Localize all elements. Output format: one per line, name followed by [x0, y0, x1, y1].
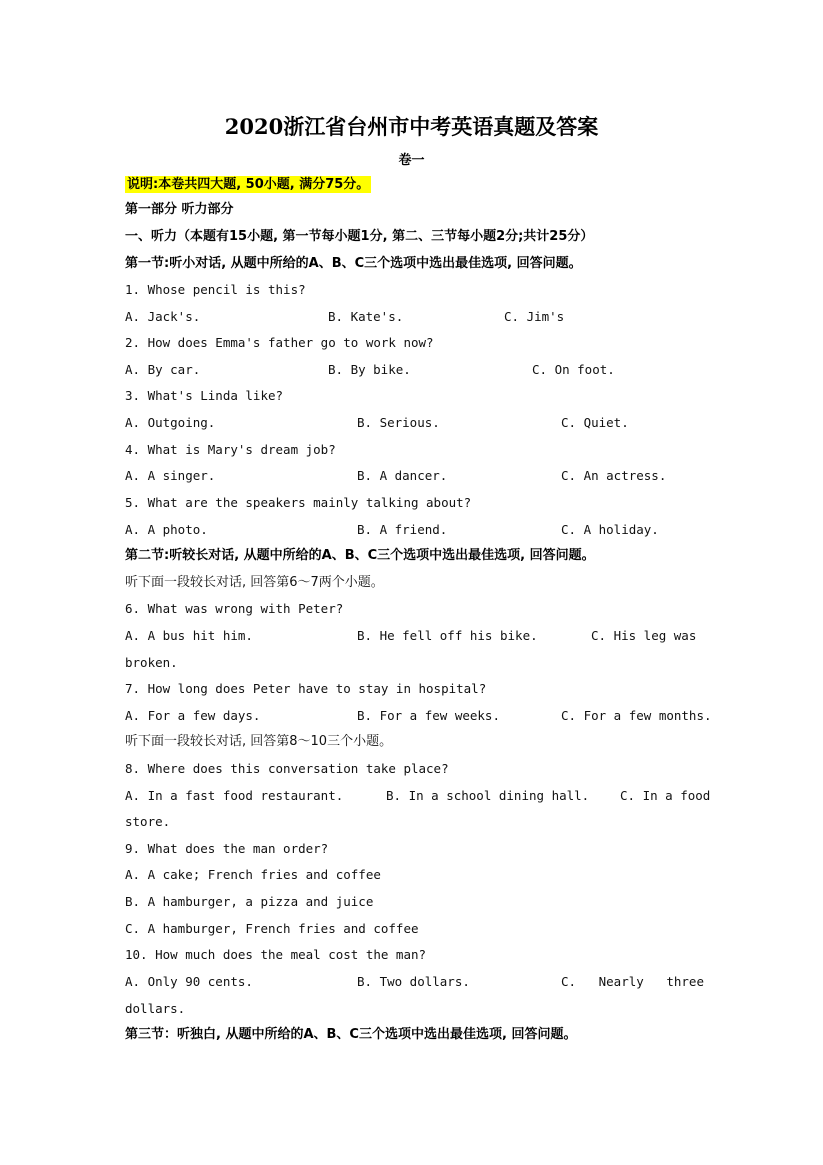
option-a: A. A bus hit him.	[125, 628, 253, 643]
option-a: A. Outgoing.	[125, 415, 216, 430]
question-7: 7. How long does Peter have to stay in hospital?	[125, 681, 487, 696]
question-8: 8. Where does this conversation take place?	[125, 761, 449, 776]
option-c: C. His leg was	[591, 628, 697, 643]
part-heading: 第一部分 听力部分	[125, 202, 234, 217]
question-10-options	[125, 971, 704, 993]
option-c: C. Jim's	[504, 309, 565, 324]
highlighted-note: 说明:本卷共四大题, 50小题, 满分75分。	[127, 177, 370, 192]
section2-heading: 第二节:听较长对话, 从题中所给的A、B、C三个选项中选出最佳选项, 回答问题。	[125, 548, 595, 563]
option-a: A. Jack's.	[125, 309, 201, 324]
question-3-options	[125, 412, 700, 434]
question-3: 3. What's Linda like?	[125, 388, 284, 403]
question-9: 9. What does the man order?	[125, 841, 329, 856]
option-a: A. Only 90 cents.	[125, 974, 253, 989]
option-a: A. A photo.	[125, 522, 208, 537]
option-b: B. By bike.	[328, 362, 411, 377]
question-2-options	[125, 359, 700, 381]
question-6-option-c-wrap: broken.	[125, 655, 178, 670]
question-8-options	[125, 785, 711, 807]
option-c: C. A holiday.	[561, 522, 659, 537]
section2-intro-1: 听下面一段较长对话, 回答第6～7两个小题。	[125, 575, 384, 590]
option-b: B. A dancer.	[357, 468, 448, 483]
question-10: 10. How much does the meal cost the man?	[125, 947, 427, 962]
question-7-options	[125, 705, 712, 727]
section2-intro-2: 听下面一段较长对话, 回答第8～10三个小题。	[125, 734, 393, 749]
question-2: 2. How does Emma's father go to work now?	[125, 335, 434, 350]
option-a: A. A singer.	[125, 468, 216, 483]
option-b: B. Two dollars.	[357, 974, 470, 989]
question-6: 6. What was wrong with Peter?	[125, 601, 344, 616]
option-c: C. On foot.	[532, 362, 615, 377]
option-b: B. He fell off his bike.	[357, 628, 538, 643]
question-10-option-c-wrap: dollars.	[125, 1001, 186, 1016]
section3-heading: 第三节：听独白, 从题中所给的A、B、C三个选项中选出最佳选项, 回答问题。	[125, 1027, 577, 1042]
question-8-option-c-wrap: store.	[125, 814, 171, 829]
option-c: C. An actress.	[561, 468, 667, 483]
question-9-option-c: C. A hamburger, French fries and coffee	[125, 921, 419, 936]
question-6-options	[125, 625, 700, 647]
option-b: B. A friend.	[357, 522, 448, 537]
option-a: A. In a fast food restaurant.	[125, 788, 344, 803]
question-4-options	[125, 465, 700, 487]
section1-heading: 第一节:听小对话, 从题中所给的A、B、C三个选项中选出最佳选项, 回答问题。	[125, 256, 582, 271]
option-c: C. For a few months.	[561, 708, 712, 723]
note-line	[125, 173, 700, 195]
option-c: C. Quiet.	[561, 415, 629, 430]
document-title: 2020浙江省台州市中考英语真题及答案	[224, 114, 599, 139]
question-4: 4. What is Mary's dream job?	[125, 442, 336, 457]
section-heading: 一、听力（本题有15小题, 第一节每小题1分, 第二、三节每小题2分;共计25分）	[125, 229, 594, 244]
question-5-options	[125, 519, 700, 541]
option-b: B. Serious.	[357, 415, 440, 430]
question-9-option-a: A. A cake; French fries and coffee	[125, 867, 381, 882]
option-c: C. Nearly three	[561, 974, 704, 989]
option-a: A. For a few days.	[125, 708, 261, 723]
question-1-options	[125, 306, 700, 328]
option-b: B. In a school dining hall.	[386, 788, 590, 803]
option-b: B. For a few weeks.	[357, 708, 500, 723]
question-9-option-b: B. A hamburger, a pizza and juice	[125, 894, 374, 909]
option-a: A. By car.	[125, 362, 201, 377]
question-5: 5. What are the speakers mainly talking about?	[125, 495, 472, 510]
option-c: C. In a food	[620, 788, 711, 803]
document-subtitle: 卷一	[398, 153, 425, 168]
question-1: 1. Whose pencil is this?	[125, 282, 306, 297]
option-b: B. Kate's.	[328, 309, 404, 324]
